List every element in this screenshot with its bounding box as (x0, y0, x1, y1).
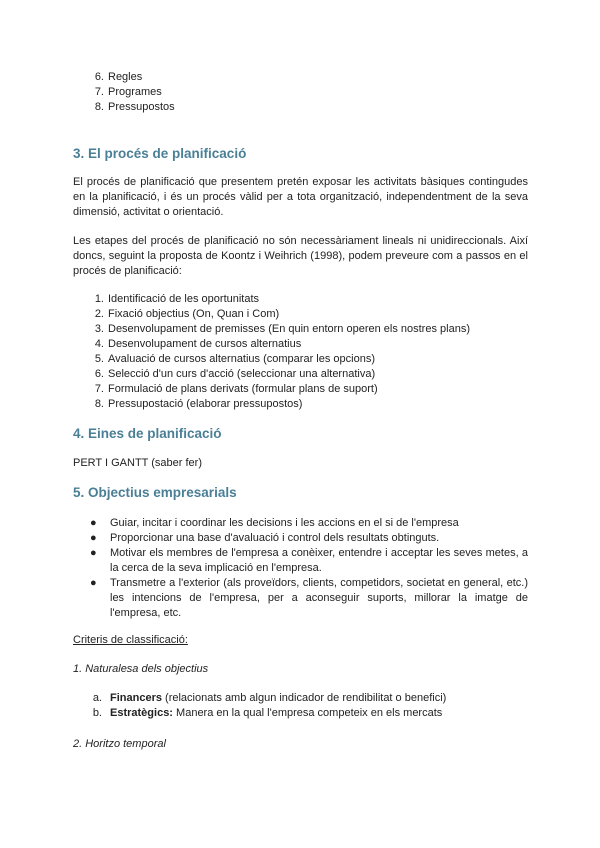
top-numbered-list (88, 70, 528, 115)
bullet-icon: ● (90, 547, 97, 559)
list-item: ● Transmetre a l'exterior (als proveïdors, clients, competidors, societat en general, etc.) les intencions de l'empresa, per a aconseguir suports, millorar la imatge de l'empresa, etc. (90, 577, 528, 619)
subsection-2-title: 2. Horitzo temporal (73, 738, 166, 750)
list-item: a. Financers (relacionats amb algun indicador de rendibilitat o benefici) (92, 692, 447, 704)
list-item: 5. Avaluació de cursos alternatius (comparar les opcions) (94, 353, 375, 365)
section-3-heading: 3. El procés de planificació (73, 146, 247, 161)
section-4-heading: 4. Eines de planificació (73, 426, 222, 441)
list-item: 6. Selecció d'un curs d'acció (seleccionar una alternativa) (94, 368, 376, 380)
subsection-1-title: 1. Naturalesa dels objectius (73, 663, 209, 675)
bullet-icon: ● (90, 517, 97, 529)
section-4-text: PERT I GANTT (saber fer) (73, 457, 202, 469)
bullet-icon: ● (90, 532, 97, 544)
list-item: 2. Fixació objectius (On, Quan i Com) (94, 308, 280, 320)
list-item: 1. Identificació de les oportunitats (94, 293, 260, 305)
section-3-paragraph-1: El procés de planificació que presentem pretén exposar les activitats bàsiques contingudes en la planificació, i és un procés vàlid per a tota organització, independentment de la seva dimensió, activitat o orientació. (73, 176, 528, 218)
list-item: 3. Desenvolupament de premisses (En quin entorn operen els nostres plans) (94, 323, 470, 335)
list-item: 6. Regles (94, 71, 143, 83)
section-3-paragraph-2: Les etapes del procés de planificació no són necessàriament lineals ni unidireccionals. Així doncs, seguint la proposta de Koontz i Weihrich (1998), podem preveure com a passos en el procés de planificació: (73, 235, 528, 277)
list-item: 4. Desenvolupament de cursos alternatius (94, 338, 302, 350)
list-item: 8. Pressupostació (elaborar pressupostos) (94, 398, 303, 410)
list-item: ● Guiar, incitar i coordinar les decisions i les accions en el si de l'empresa (90, 517, 459, 529)
bullet-icon: ● (90, 577, 97, 589)
list-item: 7. Programes (94, 86, 162, 98)
objectives-bullet-list (88, 516, 528, 621)
section-5-heading: 5. Objectius empresarials (73, 485, 237, 500)
list-item: 7. Formulació de plans derivats (formular plans de suport) (94, 383, 378, 395)
list-item: 8. Pressupostos (94, 101, 175, 113)
criteria-title: Criteris de classificació: (73, 634, 188, 646)
nature-list (88, 691, 528, 721)
list-item: b. Estratègics: Manera en la qual l'empresa competeix en els mercats (92, 707, 443, 719)
planning-steps-list (88, 292, 528, 412)
list-item: ● Proporcionar una base d'avaluació i control dels resultats obtinguts. (90, 532, 440, 544)
list-item: ● Motivar els membres de l'empresa a conèixer, entendre i acceptar les seves metes, a la cerca de la seva implicació en l'empresa. (90, 547, 528, 574)
